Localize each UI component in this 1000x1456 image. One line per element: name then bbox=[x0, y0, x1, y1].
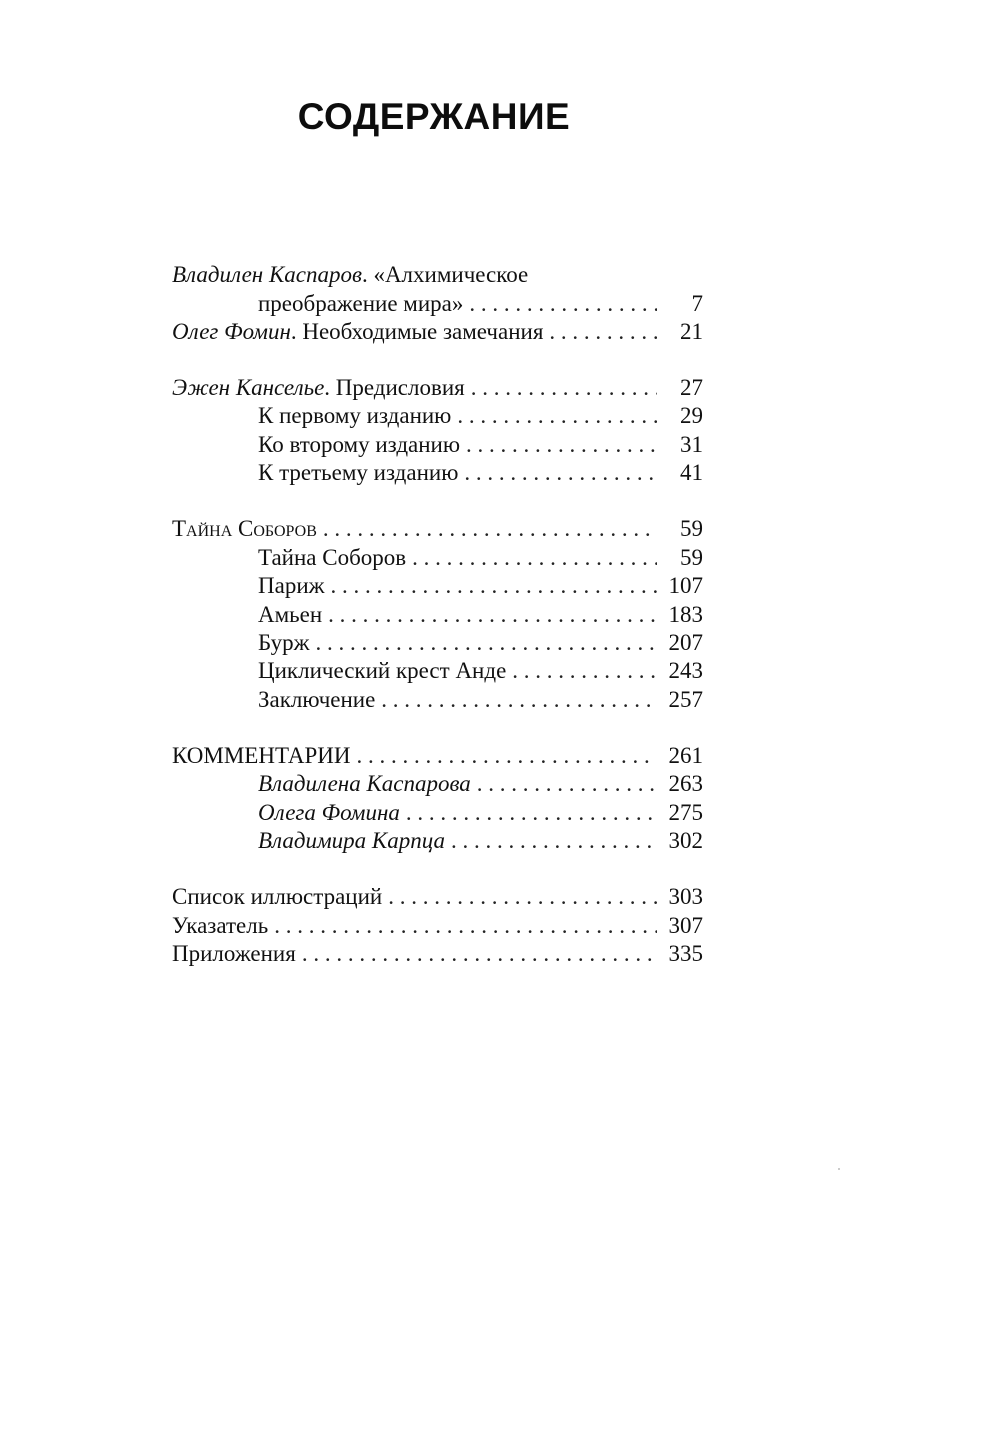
toc-page-number: 263 bbox=[668, 771, 703, 796]
toc-entry-label bbox=[172, 373, 465, 403]
toc-title bbox=[172, 514, 317, 544]
toc-title: Амьен bbox=[258, 602, 323, 627]
toc-entry[interactable] bbox=[258, 656, 703, 686]
toc-entry[interactable] bbox=[258, 401, 703, 431]
toc-title: Приложения bbox=[172, 941, 296, 966]
dot-leader bbox=[469, 289, 657, 319]
toc-author: Олег Фомин bbox=[172, 319, 291, 344]
toc-entry[interactable] bbox=[172, 939, 703, 969]
toc-entry-label bbox=[172, 260, 528, 290]
toc-entry[interactable] bbox=[172, 260, 703, 290]
toc-page-number: 261 bbox=[668, 743, 703, 768]
dot-leader bbox=[512, 656, 657, 686]
toc-title-smallcaps: Тайна Соборов bbox=[172, 516, 317, 541]
toc-author: Олега Фомина bbox=[258, 800, 400, 825]
toc-entry[interactable] bbox=[258, 543, 703, 573]
toc-entry[interactable] bbox=[258, 458, 703, 488]
toc-title: К третьему изданию bbox=[258, 460, 459, 485]
dot-leader bbox=[406, 798, 657, 828]
paper-speck bbox=[838, 1168, 840, 1170]
toc-author: Эжен Канселье bbox=[172, 375, 325, 400]
toc-page-number: 29 bbox=[680, 403, 703, 428]
dot-leader bbox=[471, 373, 657, 403]
toc-entry[interactable] bbox=[172, 317, 703, 347]
toc-title: Париж bbox=[258, 573, 325, 598]
dot-leader bbox=[331, 571, 657, 601]
toc-entry[interactable] bbox=[172, 741, 703, 771]
toc-title: Бурж bbox=[258, 630, 310, 655]
toc-page-number: 59 bbox=[680, 545, 703, 570]
toc-entry[interactable] bbox=[258, 430, 703, 460]
toc-entry-label bbox=[172, 317, 543, 347]
toc-page-number: 307 bbox=[668, 913, 703, 938]
toc-entry[interactable] bbox=[258, 685, 703, 715]
toc-entry[interactable] bbox=[172, 514, 703, 544]
toc-title: «Алхимическое bbox=[373, 262, 529, 287]
toc-page-number: 183 bbox=[668, 602, 703, 627]
dot-leader bbox=[323, 514, 657, 544]
toc-page-number: 31 bbox=[680, 432, 703, 457]
toc-title bbox=[258, 826, 445, 856]
toc-page-number: 59 bbox=[680, 516, 703, 541]
dot-leader bbox=[477, 769, 657, 799]
toc-page-number: 335 bbox=[668, 941, 703, 966]
toc-entry[interactable] bbox=[258, 769, 703, 799]
toc-page-number: 243 bbox=[668, 658, 703, 683]
toc-entry[interactable] bbox=[258, 289, 703, 319]
toc-title: преображение мира» bbox=[258, 291, 464, 316]
page-title: СОДЕРЖАНИЕ bbox=[297, 96, 571, 137]
toc-title: Необходимые замечания bbox=[302, 319, 544, 344]
toc-page-number: 302 bbox=[668, 828, 703, 853]
toc-entry[interactable] bbox=[258, 826, 703, 856]
toc-page-number: 207 bbox=[668, 630, 703, 655]
dot-leader bbox=[549, 317, 657, 347]
toc-page-number: 303 bbox=[668, 884, 703, 909]
toc-title: Список иллюстраций bbox=[172, 884, 383, 909]
toc-page-number: 21 bbox=[680, 319, 703, 344]
dot-leader bbox=[316, 628, 657, 658]
toc-title: Ко второму изданию bbox=[258, 432, 461, 457]
toc-title bbox=[258, 769, 471, 799]
toc-page-number: 27 bbox=[680, 375, 703, 400]
dot-leader bbox=[356, 741, 657, 771]
toc-separator: . bbox=[324, 375, 336, 400]
toc-title: Предисловия bbox=[335, 375, 465, 400]
toc-title bbox=[258, 798, 400, 828]
toc-entry[interactable] bbox=[172, 373, 703, 403]
toc-separator: . bbox=[361, 262, 374, 287]
toc-entry[interactable] bbox=[258, 798, 703, 828]
toc-page-number: 275 bbox=[668, 800, 703, 825]
dot-leader bbox=[274, 911, 657, 941]
toc-page-number: 107 bbox=[668, 573, 703, 598]
toc-title: КОММЕНТАРИИ bbox=[172, 743, 351, 768]
toc-author: Владимира Карпца bbox=[258, 828, 445, 853]
toc-title: Указатель bbox=[172, 913, 269, 938]
dot-leader bbox=[388, 882, 657, 912]
toc-separator: . bbox=[290, 319, 303, 344]
toc-page-number: 41 bbox=[680, 460, 703, 485]
dot-leader bbox=[466, 430, 657, 460]
toc-entry[interactable] bbox=[258, 600, 703, 630]
toc-entry[interactable] bbox=[258, 571, 703, 601]
dot-leader bbox=[302, 939, 657, 969]
dot-leader bbox=[464, 458, 657, 488]
dot-leader bbox=[328, 600, 657, 630]
toc-entry[interactable] bbox=[172, 882, 703, 912]
toc-entry[interactable] bbox=[258, 628, 703, 658]
toc-title: Циклический крест Анде bbox=[258, 658, 507, 683]
dot-leader bbox=[451, 826, 657, 856]
toc-title: Заключение bbox=[258, 687, 376, 712]
dot-leader bbox=[412, 543, 657, 573]
toc-title: Тайна Соборов bbox=[258, 545, 407, 570]
toc-author: Владилен Каспаров bbox=[172, 262, 362, 287]
toc-title: К первому изданию bbox=[258, 403, 452, 428]
toc-entry[interactable] bbox=[172, 911, 703, 941]
toc-page-number: 257 bbox=[668, 687, 703, 712]
toc-author: Владилена Каспарова bbox=[258, 771, 471, 796]
toc-page-number: 7 bbox=[691, 291, 703, 316]
dot-leader bbox=[457, 401, 657, 431]
dot-leader bbox=[381, 685, 657, 715]
